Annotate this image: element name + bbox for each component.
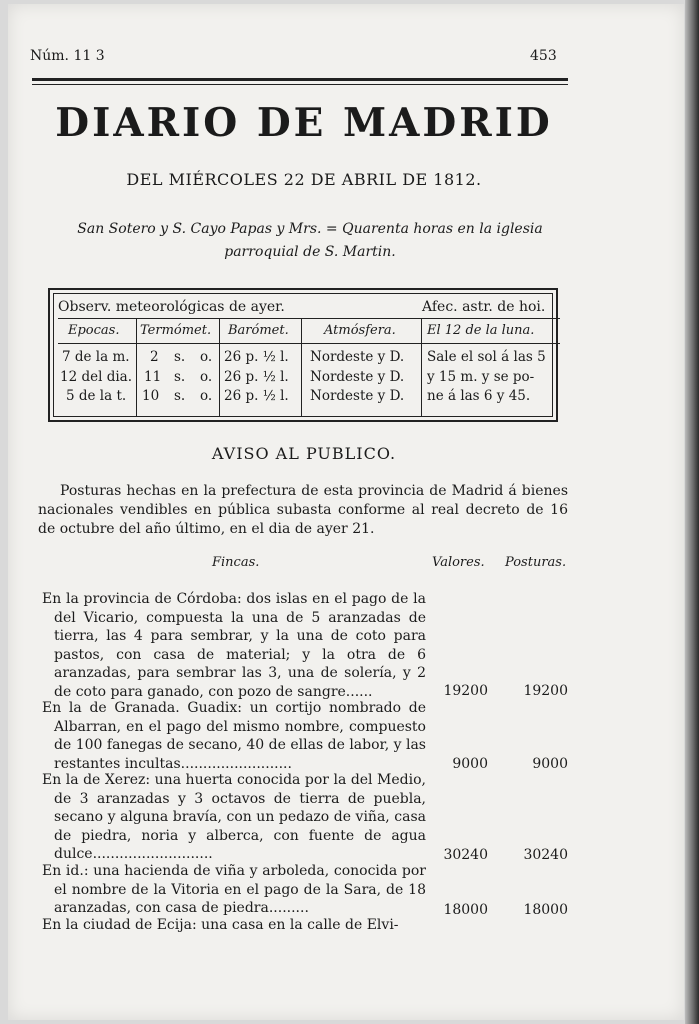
weather-col-divider (136, 318, 137, 416)
listing-text: En id.: una hacienda de viña y arboleda, conocida por el nombre de la Vitoria en el pago de la Sara, de 18 aranzadas, con casa de piedra......... (42, 863, 426, 916)
listing-valor: 18000 (443, 902, 488, 918)
weather-astro: y 15 m. y se po- (427, 369, 535, 385)
saints-line-2: parroquial de S. Martin. (224, 244, 396, 260)
listing-text: En la de Granada. Guadix: un cortijo nombrado de Albarran, en el pago del mismo nombre, compuesto de 100 fanegas de secano, 40 de ellas de labor, y las restantes incultas......................... (42, 700, 426, 772)
listing-postura: 30240 (523, 847, 568, 863)
col-epocas: Epocas. (68, 323, 120, 338)
weather-barom: 26 p. ½ l. (224, 369, 289, 385)
weather-epoca: 12 del dia. (60, 369, 133, 385)
listing-text: En la ciudad de Ecija: una casa en la calle de Elvi- (42, 917, 399, 933)
weather-term-unit: o. (200, 388, 213, 404)
col-atmosfera: Atmósfera. (324, 323, 396, 338)
weather-atm: Nordeste y D. (310, 388, 405, 404)
weather-header-rule (58, 318, 560, 319)
listing-valor: 19200 (443, 683, 488, 699)
weather-term-unit: s. (174, 369, 186, 385)
notice-intro-text: Posturas hechas en la prefectura de esta provincia de Madrid á bienes nacionales vendibles en pública subasta conforme al real decreto de 16 de octubre del año último, en el dia de ayer 21. (38, 483, 568, 537)
listing-entry (42, 590, 426, 701)
astro-title: Afec. astr. de hoi. (422, 299, 546, 315)
weather-columns-rule (58, 343, 560, 344)
masthead-title: DIARIO DE MADRID (55, 100, 553, 146)
weather-term-unit: o. (200, 369, 213, 385)
col-posturas: Posturas. (505, 555, 567, 570)
masthead-rule-thin (32, 84, 568, 85)
weather-term: 11 (144, 369, 162, 385)
weather-term-unit: s. (174, 388, 186, 404)
listing-valor: 9000 (452, 756, 488, 772)
saints-of-the-day (40, 218, 580, 264)
listing-entry (42, 862, 426, 918)
weather-barom: 26 p. ½ l. (224, 388, 289, 404)
listing-postura: 9000 (532, 756, 568, 772)
listing-text: En la de Xerez: una huerta conocida por la del Medio, de 3 aranzadas y 3 octavos de tierra de puebla, secano y alguna bravía, con un pedazo de viña, casa de piedra, noria y alberca, con fuente de agua dulce........................... (42, 772, 426, 862)
page-edge-shadow (685, 0, 699, 1024)
weather-epoca: 5 de la t. (66, 388, 127, 404)
page-number: 453 (530, 48, 557, 64)
weather-barom: 26 p. ½ l. (224, 349, 289, 365)
weather-astro: Sale el sol á las 5 (427, 349, 546, 365)
masthead-rule-thick (32, 78, 568, 81)
weather-term: 2 (150, 349, 159, 365)
col-fincas: Fincas. (212, 555, 260, 570)
weather-atm: Nordeste y D. (310, 369, 405, 385)
listing-entry (42, 771, 426, 864)
issue-number: Núm. 11 3 (30, 48, 105, 64)
col-luna: El 12 de la luna. (427, 323, 535, 338)
weather-astro: ne á las 6 y 45. (427, 388, 531, 404)
listing-postura: 18000 (523, 902, 568, 918)
col-valores: Valores. (432, 555, 485, 570)
listing-valor: 30240 (443, 847, 488, 863)
weather-atm: Nordeste y D. (310, 349, 405, 365)
weather-term: 10 (142, 388, 160, 404)
listing-entry (42, 699, 426, 773)
weather-col-divider (421, 318, 422, 416)
weather-title: Observ. meteorológicas de ayer. (58, 299, 285, 315)
weather-col-divider (301, 318, 302, 416)
col-termometro: Termómet. (140, 323, 212, 338)
notice-intro (38, 482, 568, 539)
saints-line-1: San Sotero y S. Cayo Papas y Mrs. = Quarenta horas en la iglesia (77, 221, 543, 237)
listing-entry (42, 916, 426, 935)
listing-postura: 19200 (523, 683, 568, 699)
weather-term-unit: o. (200, 349, 213, 365)
weather-term-unit: s. (174, 349, 186, 365)
listing-text: En la provincia de Córdoba: dos islas en el pago de la del Vicario, compuesta la una de 5 aranzadas de tierra, las 4 para sembrar, y la una de coto para pastos, con casa de material; y la otra de 6 aranzadas, para sembrar las 3, una de solería, y 2 de coto para ganado, con pozo de sangre...... (42, 591, 426, 700)
weather-epoca: 7 de la m. (62, 349, 130, 365)
col-barometro: Barómet. (228, 323, 289, 338)
notice-title: AVISO AL PUBLICO. (211, 444, 397, 463)
weather-col-divider (219, 318, 220, 416)
dateline: DEL MIÉRCOLES 22 DE ABRIL DE 1812. (126, 170, 482, 189)
